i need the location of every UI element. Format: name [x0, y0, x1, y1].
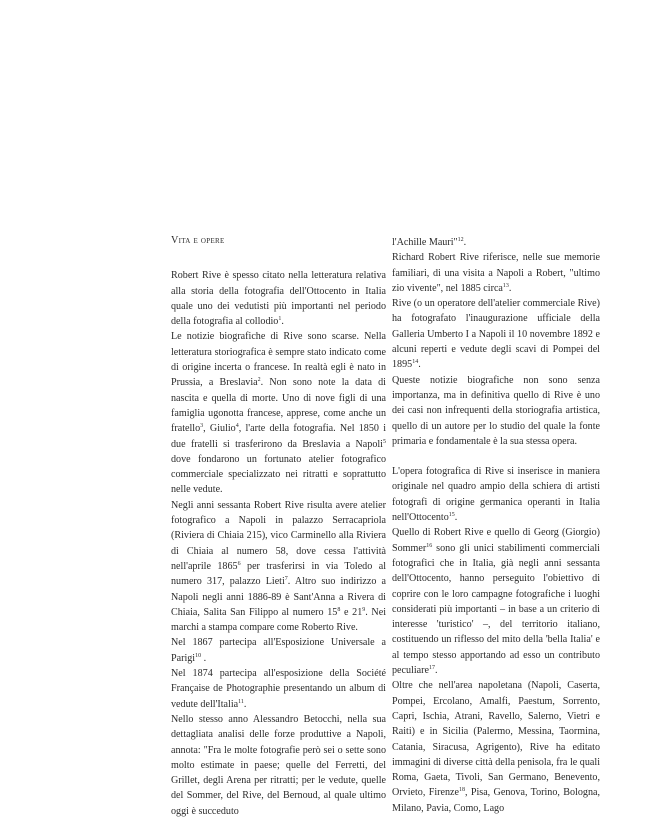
right-column	[392, 235, 600, 816]
paragraph-text: . Altro suo indirizzo a Napoli negli anni 1886-89 è Sant'Anna a Rivera di Chiaia, Salita San Filippo al numero 15	[171, 576, 386, 618]
paragraph-gap	[392, 449, 600, 464]
paragraph-text: l'Achille Mauri"	[392, 237, 458, 248]
paragraph	[392, 525, 600, 678]
paragraph-text: Rive (o un operatore dell'atelier commerciale Rive) ha fotografato l'inaugurazione ufficiale della Galleria Umberto I a Napoli il 10 novembre 1892 e alcuni reperti e vedute degli scavi di Pompei del 1895	[392, 298, 600, 371]
paragraph	[171, 666, 386, 712]
footnote-ref: 11	[238, 698, 244, 705]
paragraph-text: per trasferirsi in via Toledo al numero 317, palazzo Lieti	[171, 560, 386, 588]
footnote-ref: 6	[237, 560, 241, 567]
paragraph	[392, 235, 600, 250]
paragraph	[171, 268, 386, 329]
paragraph-text: .	[434, 665, 438, 677]
footnote-ref: 8	[337, 606, 341, 613]
paragraph-text: . Non sono note la data di nascita e quella di morte. Uno di nove figli di una famiglia ugonotta francese, apprese, come anche un fratello	[171, 377, 386, 435]
section-title: Vita e opere	[171, 235, 225, 246]
paragraph-text: Nello stesso anno Alessandro Betocchi, nella sua dettagliata analisi delle forze produttive a Napoli, annota: "Fra le molte fotografie però sei o sette sono molto estimate in paese; quelle del Ferretti, del Grillet, degli Arena per ritratti; per le vedute, quelle del Sommer, del Rive, del Bernoud, al quale ultimo oggi è succeduto	[171, 713, 386, 817]
paragraph-text: .	[243, 698, 247, 710]
paragraph-text: , Giulio	[203, 423, 236, 435]
footnote-ref: 18	[458, 787, 465, 794]
footnote-ref: 4	[235, 423, 239, 430]
footnote-ref: 2	[257, 377, 261, 384]
footnote-ref: 12	[457, 237, 464, 243]
paragraph-text: sono gli unici stabilimenti commerciali fotografici che in Italia, già negli anni sessanta dell'Ottocento, hanno perseguito l'obiettivo di coprire con le loro campagne fotografiche i luoghi considerati più importanti – in base a un criterio di interesse 'turistico' –, del territorio italiano, costituendo un riflesso del mito della 'bella Italia' e al tempo stesso apportando ad esso un contributo peculiare	[392, 542, 600, 677]
footnote-ref: 14	[412, 359, 419, 366]
paragraph	[392, 464, 600, 525]
paragraph	[171, 498, 386, 636]
paragraph	[171, 329, 386, 497]
paragraph-text: Richard Robert Rive riferisce, nelle sue memorie familiari, di una visita a Napoli a Robert, "ultimo zio vivente", nel 1885 circa	[392, 252, 600, 294]
footnote-ref: 10	[195, 652, 202, 659]
footnote-ref: 7	[284, 576, 288, 583]
paragraph	[171, 712, 386, 819]
paragraph-text: .	[281, 316, 284, 328]
paragraph-text: , Pisa, Genova, Torino, Bologna, Milano, Pavia, Como, Lago	[392, 787, 601, 814]
paragraph-text: .	[201, 652, 207, 664]
paragraph-text: Le notizie biografiche di Rive sono scarse. Nella letteratura storiografica è sempre stato indicato come di origine incerta o francese. In realtà egli è nato in Prussia, a Breslavia	[171, 331, 386, 389]
paragraph	[392, 678, 600, 816]
paragraph-text: e 21	[340, 606, 363, 618]
paragraph-text: .	[454, 512, 458, 524]
paragraph	[171, 635, 386, 666]
footnote-ref: 15	[448, 512, 455, 519]
footnote-ref: 9	[362, 606, 366, 613]
paragraph	[392, 250, 600, 296]
footnote-ref: 3	[200, 423, 204, 430]
paragraph-text: Queste notizie biografiche non sono senza importanza, ma in definitiva quello di Rive è uno dei casi non infrequenti della storiografia artistica, quello di un autore per lo studio del quale la fonte primaria e fondamentale è la sua stessa opera.	[392, 374, 600, 447]
paragraph-text: Nel 1874 partecipa all'esposizione della Société Française de Photographie presentando un album di vedute dell'Italia	[171, 668, 386, 710]
paragraph-text: Quello di Robert Rive e quello di Georg (Giorgio) Sommer	[392, 527, 600, 554]
right-column-body	[392, 235, 600, 816]
paragraph-text: Oltre che nell'area napoletana (Napoli, Caserta, Pompei, Ercolano, Amalfi, Paestum, Sorrento, Capri, Ischia, Atrani, Ravello, Salerno, Vietri e Raiti) e in Sicilia (Palermo, Messina, Taormina, Catania, Siracusa, Agrigento), Rive ha editato immagini di diverse città della penisola, fra le quali Roma, Gaeta, Tivoli, San Germano, Benevento, Orvieto, Firenze	[392, 680, 600, 799]
paragraph-text: dove fondarono un fortunato atelier fotografico commerciale specializzato nei ritratti e soprattutto nelle vedute.	[171, 453, 386, 496]
paragraph-text: Nel 1867 partecipa all'Esposizione Universale a Parigi	[171, 637, 386, 664]
paragraph-text: . Nei marchi a stampa compare come Roberto Rive.	[171, 606, 387, 634]
paragraph-text: L'opera fotografica di Rive si inserisce in maniera originale nel quadro ampio della schiera di artisti fotografi di origine germanica operanti in Italia nell'Ottocento	[392, 466, 600, 524]
left-column-body	[171, 268, 386, 819]
paragraph-text: .	[508, 282, 512, 294]
paragraph-text: .	[463, 237, 467, 248]
footnote-ref: 5	[383, 438, 386, 445]
footnote-ref: 13	[502, 282, 509, 289]
paragraph-text: .	[418, 359, 421, 371]
footnote-ref: 17	[428, 665, 435, 672]
footnote-ref: 16	[426, 542, 433, 549]
left-column	[171, 233, 386, 819]
paragraph-text: Robert Rive è spesso citato nella letteratura relativa alla storia della fotografia dell'Ottocento in Italia quale uno dei vedutisti più importanti nel periodo della fotografia al collodio	[171, 270, 386, 328]
paragraph-text: , l'arte della fotografia. Nel 1850 i due fratelli si trasferirono da Breslavia a Napoli	[171, 423, 386, 450]
paragraph-text: Negli anni sessanta Robert Rive risulta avere atelier fotografico a Napoli in palazzo Serracapriola (Riviera di Chiaia 215), vico Carminello alla Riviera di Chiaia al numero 58, dove cessa l'attività nell'aprile 1865	[171, 499, 386, 572]
paragraph	[392, 373, 600, 449]
paragraph	[392, 296, 600, 372]
footnote-ref: 1	[278, 316, 282, 323]
